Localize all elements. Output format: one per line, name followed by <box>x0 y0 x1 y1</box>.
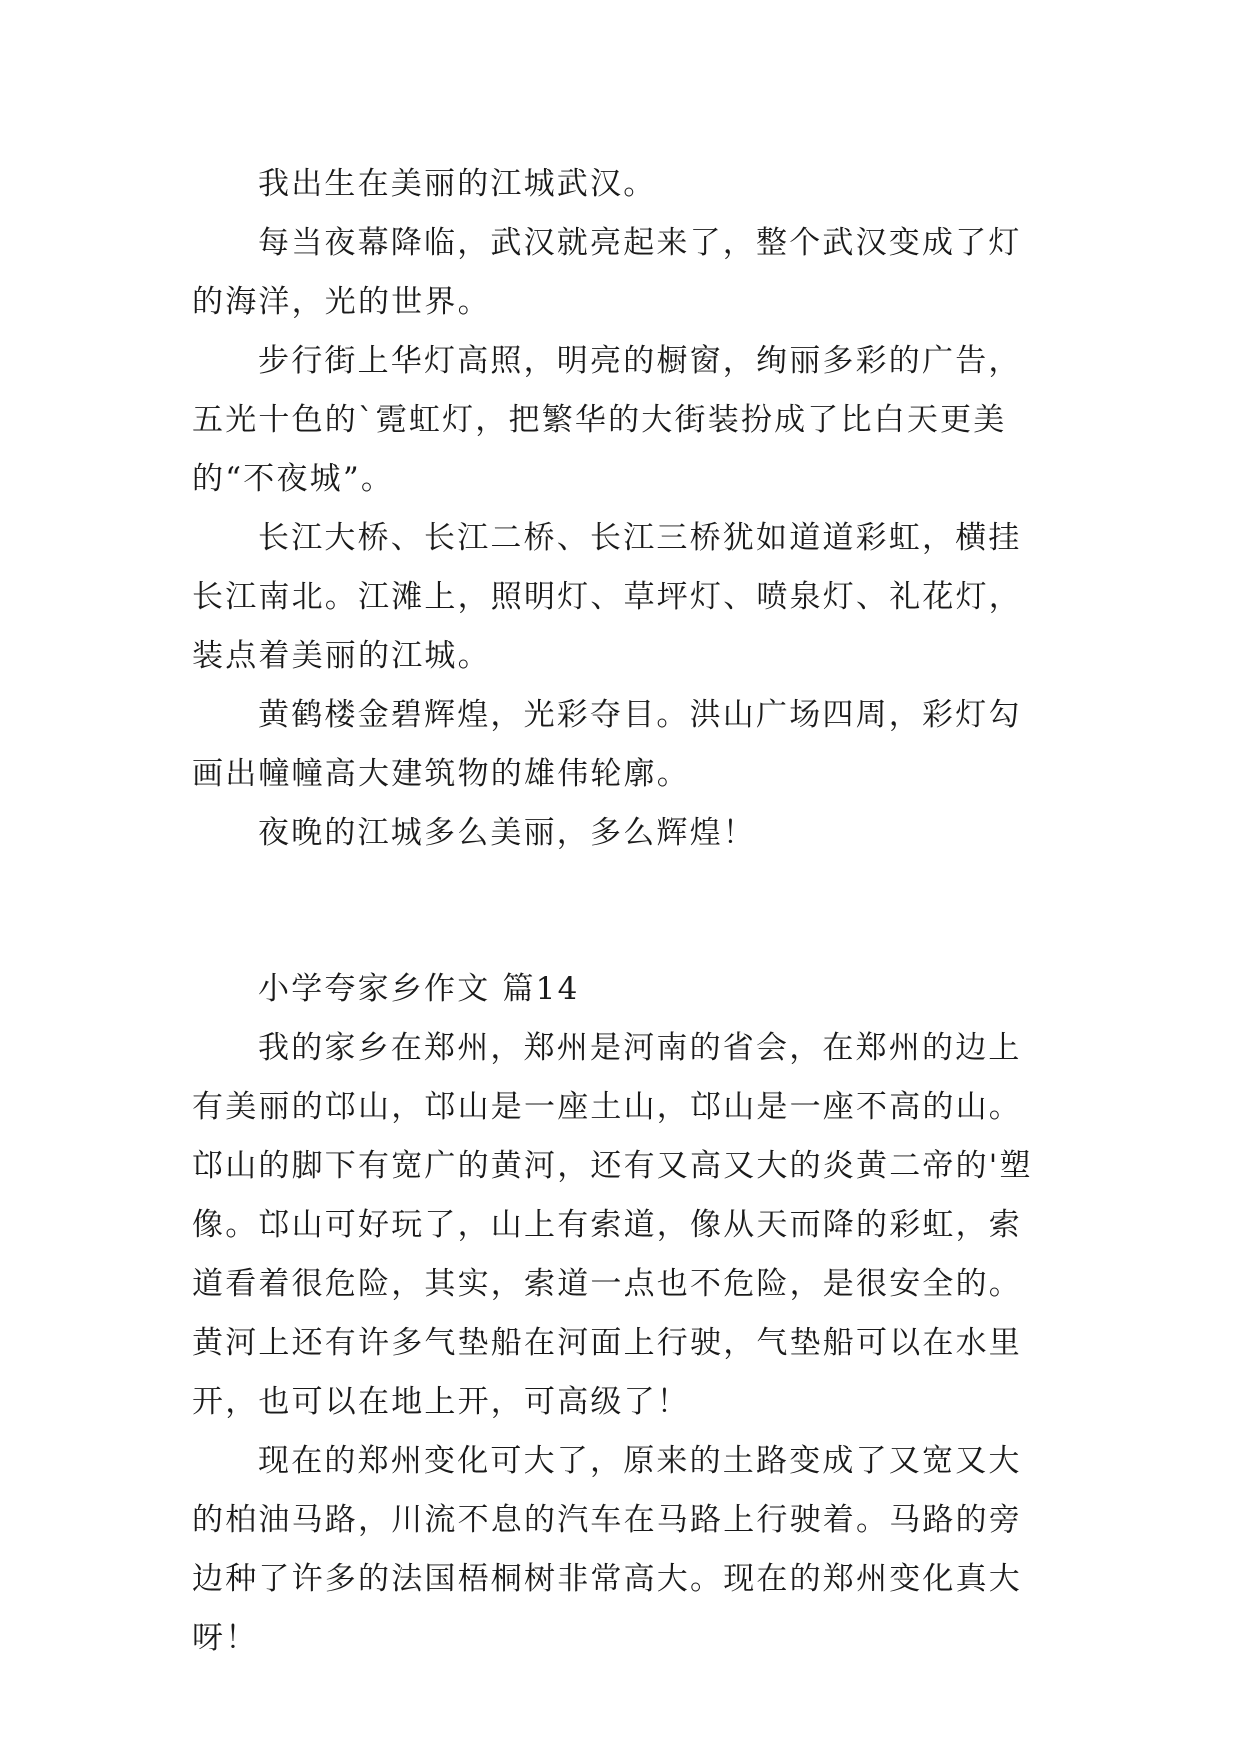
paragraph: 步行街上华灯高照，明亮的橱窗，绚丽多彩的广告，五光十色的`霓虹灯，把繁华的大街装扮成了比白天更美的“不夜城”。 <box>192 343 1022 497</box>
paragraph: 我的家乡在郑州，郑州是河南的省会，在郑州的边上有美丽的邙山，邙山是一座土山，邙山是一座不高的山。邙山的脚下有宽广的黄河，还有又高又大的炎黄二帝的'塑像。邙山可好玩了，山上有索道，像从天而降的彩虹，索道看着很危险，其实，索道一点也不危险，是很安全的。黄河上还有许多气垫船在河面上行驶，气垫船可以在水里开，也可以在地上开，可高级了！ <box>192 1030 1033 1420</box>
paragraph: 黄鹤楼金碧辉煌，光彩夺目。洪山广场四周，彩灯勾画出幢幢高大建筑物的雄伟轮廓。 <box>192 697 1022 792</box>
paragraph: 每当夜幕降临，武汉就亮起来了，整个武汉变成了灯的海洋，光的世界。 <box>192 225 1022 320</box>
paragraph: 长江大桥、长江二桥、长江三桥犹如道道彩虹，横挂长江南北。江滩上，照明灯、草坪灯、喷泉灯、礼花灯，装点着美丽的江城。 <box>192 520 1022 674</box>
paragraph: 我出生在美丽的江城武汉。 <box>258 166 657 202</box>
paragraph: 夜晚的江城多么美丽，多么辉煌！ <box>258 815 756 851</box>
document-page <box>192 155 1052 1668</box>
paragraph: 现在的郑州变化可大了，原来的土路变成了又宽又大的柏油马路，川流不息的汽车在马路上行驶着。马路的旁边种了许多的法国梧桐树非常高大。现在的郑州变化真大呀！ <box>192 1443 1022 1656</box>
section-heading: 小学夸家乡作文 篇14 <box>258 971 580 1007</box>
section-spacer <box>192 863 1052 960</box>
